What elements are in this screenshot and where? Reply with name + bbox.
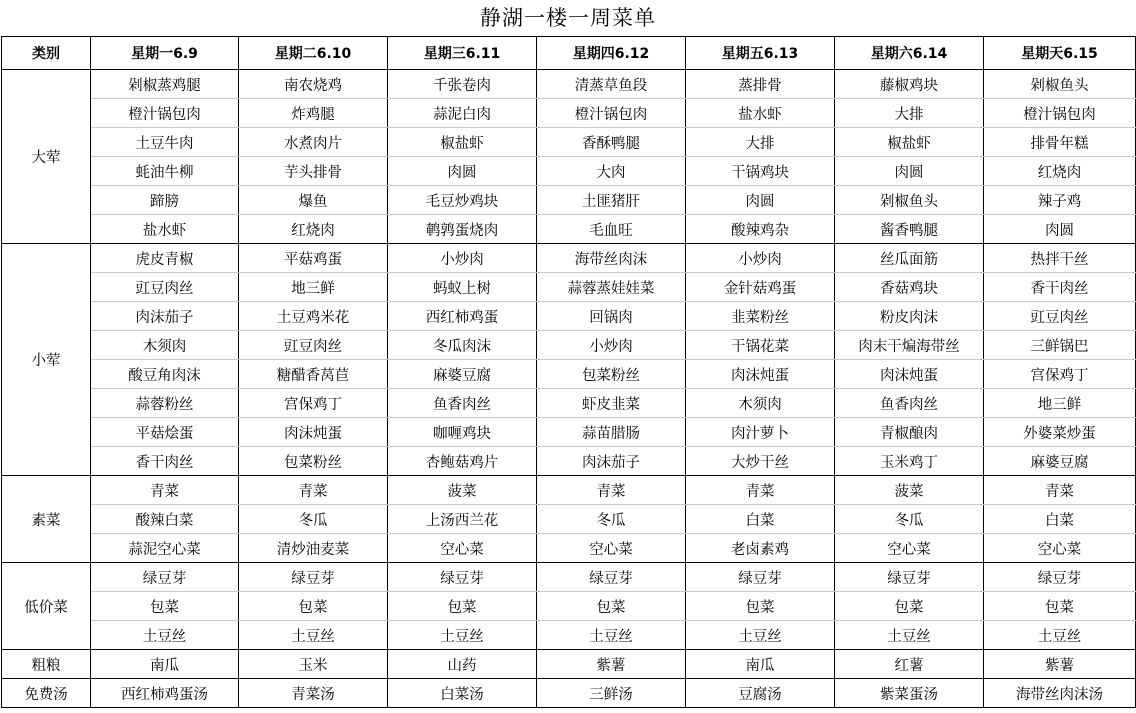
dish-cell: 三鲜锅巴 [984, 331, 1136, 360]
table-row [2, 534, 1136, 563]
dish-cell: 包菜 [537, 592, 686, 621]
dish-cell: 绿豆芽 [239, 563, 388, 592]
dish-cell: 虎皮青椒 [91, 244, 239, 273]
dish-cell: 大排 [835, 99, 984, 128]
dish-cell: 蹄膀 [91, 186, 239, 215]
category-cell: 素菜 [2, 476, 91, 563]
dish-cell: 绿豆芽 [984, 563, 1136, 592]
dish-cell: 包菜粉丝 [537, 360, 686, 389]
dish-cell: 丝瓜面筋 [835, 244, 984, 273]
dish-cell: 麻婆豆腐 [984, 447, 1136, 476]
table-header [2, 37, 1136, 70]
dish-cell: 青菜 [537, 476, 686, 505]
dish-cell: 肉末干煸海带丝 [835, 331, 984, 360]
dish-cell: 毛血旺 [537, 215, 686, 244]
dish-cell: 南瓜 [686, 650, 835, 679]
dish-cell: 宫保鸡丁 [984, 360, 1136, 389]
table-row [2, 650, 1136, 679]
table-row [2, 157, 1136, 186]
header-row [2, 37, 1136, 70]
dish-cell: 土豆丝 [835, 621, 984, 650]
dish-cell: 木须肉 [91, 331, 239, 360]
dish-cell: 大肉 [537, 157, 686, 186]
table-row [2, 99, 1136, 128]
table-body [2, 70, 1136, 708]
dish-cell: 绿豆芽 [388, 563, 537, 592]
header-day-5: 星期五6.13 [686, 37, 835, 70]
table-row [2, 592, 1136, 621]
table-row [2, 621, 1136, 650]
dish-cell: 包菜 [984, 592, 1136, 621]
dish-cell: 海带丝肉沫 [537, 244, 686, 273]
dish-cell: 冬瓜 [239, 505, 388, 534]
dish-cell: 肉沫茄子 [537, 447, 686, 476]
dish-cell: 包菜粉丝 [239, 447, 388, 476]
dish-cell: 豇豆肉丝 [984, 302, 1136, 331]
dish-cell: 冬瓜 [835, 505, 984, 534]
header-day-2: 星期二6.10 [239, 37, 388, 70]
dish-cell: 杏鲍菇鸡片 [388, 447, 537, 476]
dish-cell: 肉汁萝卜 [686, 418, 835, 447]
dish-cell: 橙汁锅包肉 [537, 99, 686, 128]
dish-cell: 地三鲜 [984, 389, 1136, 418]
dish-cell: 酸辣白菜 [91, 505, 239, 534]
dish-cell: 绿豆芽 [686, 563, 835, 592]
category-cell: 粗粮 [2, 650, 91, 679]
dish-cell: 韭菜粉丝 [686, 302, 835, 331]
dish-cell: 包菜 [91, 592, 239, 621]
dish-cell: 绿豆芽 [835, 563, 984, 592]
header-day-1: 星期一6.9 [91, 37, 239, 70]
dish-cell: 木须肉 [686, 389, 835, 418]
dish-cell: 藤椒鸡块 [835, 70, 984, 99]
category-cell: 小荤 [2, 244, 91, 476]
dish-cell: 平菇烩蛋 [91, 418, 239, 447]
header-day-7: 星期天6.15 [984, 37, 1136, 70]
dish-cell: 剁椒蒸鸡腿 [91, 70, 239, 99]
dish-cell: 千张卷肉 [388, 70, 537, 99]
dish-cell: 盐水虾 [91, 215, 239, 244]
table-row [2, 244, 1136, 273]
dish-cell: 肉沫炖蛋 [239, 418, 388, 447]
dish-cell: 冬瓜肉沫 [388, 331, 537, 360]
dish-cell: 三鲜汤 [537, 679, 686, 708]
dish-cell: 红烧肉 [239, 215, 388, 244]
dish-cell: 蒜泥白肉 [388, 99, 537, 128]
dish-cell: 上汤西兰花 [388, 505, 537, 534]
dish-cell: 西红柿鸡蛋 [388, 302, 537, 331]
dish-cell: 山药 [388, 650, 537, 679]
dish-cell: 香干肉丝 [984, 273, 1136, 302]
dish-cell: 肉圆 [686, 186, 835, 215]
dish-cell: 肉圆 [835, 157, 984, 186]
dish-cell: 包菜 [239, 592, 388, 621]
header-day-6: 星期六6.14 [835, 37, 984, 70]
table-row [2, 447, 1136, 476]
dish-cell: 青菜 [91, 476, 239, 505]
weekly-menu-table [1, 36, 1136, 708]
dish-cell: 热拌干丝 [984, 244, 1136, 273]
table-row [2, 389, 1136, 418]
dish-cell: 毛豆炒鸡块 [388, 186, 537, 215]
dish-cell: 玉米鸡丁 [835, 447, 984, 476]
dish-cell: 西红柿鸡蛋汤 [91, 679, 239, 708]
dish-cell: 空心菜 [537, 534, 686, 563]
table-row [2, 679, 1136, 708]
dish-cell: 海带丝肉沫汤 [984, 679, 1136, 708]
table-row [2, 505, 1136, 534]
table-row [2, 215, 1136, 244]
dish-cell: 爆鱼 [239, 186, 388, 215]
dish-cell: 土豆丝 [239, 621, 388, 650]
dish-cell: 麻婆豆腐 [388, 360, 537, 389]
dish-cell: 蚝油牛柳 [91, 157, 239, 186]
dish-cell: 干锅鸡块 [686, 157, 835, 186]
dish-cell: 老卤素鸡 [686, 534, 835, 563]
table-row [2, 302, 1136, 331]
dish-cell: 小炒肉 [388, 244, 537, 273]
table-row [2, 128, 1136, 157]
dish-cell: 紫薯 [984, 650, 1136, 679]
dish-cell: 青菜 [984, 476, 1136, 505]
dish-cell: 包菜 [686, 592, 835, 621]
table-row [2, 418, 1136, 447]
dish-cell: 小炒肉 [537, 331, 686, 360]
table-row [2, 70, 1136, 99]
dish-cell: 紫菜蛋汤 [835, 679, 984, 708]
dish-cell: 糖醋香莴苣 [239, 360, 388, 389]
dish-cell: 肉沫炖蛋 [686, 360, 835, 389]
dish-cell: 外婆菜炒蛋 [984, 418, 1136, 447]
dish-cell: 香干肉丝 [91, 447, 239, 476]
dish-cell: 菠菜 [835, 476, 984, 505]
dish-cell: 清蒸草鱼段 [537, 70, 686, 99]
dish-cell: 蚂蚁上树 [388, 273, 537, 302]
dish-cell: 盐水虾 [686, 99, 835, 128]
dish-cell: 宫保鸡丁 [239, 389, 388, 418]
dish-cell: 回锅肉 [537, 302, 686, 331]
dish-cell: 蒸排骨 [686, 70, 835, 99]
dish-cell: 空心菜 [388, 534, 537, 563]
dish-cell: 芋头排骨 [239, 157, 388, 186]
dish-cell: 菠菜 [388, 476, 537, 505]
dish-cell: 空心菜 [835, 534, 984, 563]
dish-cell: 干锅花菜 [686, 331, 835, 360]
dish-cell: 土豆丝 [537, 621, 686, 650]
dish-cell: 豇豆肉丝 [91, 273, 239, 302]
dish-cell: 肉圆 [388, 157, 537, 186]
dish-cell: 酸辣鸡杂 [686, 215, 835, 244]
dish-cell: 青菜 [239, 476, 388, 505]
dish-cell: 蒜蓉蒸娃娃菜 [537, 273, 686, 302]
dish-cell: 土豆丝 [388, 621, 537, 650]
dish-cell: 白菜汤 [388, 679, 537, 708]
table-row [2, 476, 1136, 505]
dish-cell: 土豆丝 [686, 621, 835, 650]
dish-cell: 红烧肉 [984, 157, 1136, 186]
dish-cell: 咖喱鸡块 [388, 418, 537, 447]
dish-cell: 土豆丝 [91, 621, 239, 650]
dish-cell: 玉米 [239, 650, 388, 679]
dish-cell: 平菇鸡蛋 [239, 244, 388, 273]
dish-cell: 南瓜 [91, 650, 239, 679]
dish-cell: 小炒肉 [686, 244, 835, 273]
dish-cell: 剁椒鱼头 [984, 70, 1136, 99]
dish-cell: 冬瓜 [537, 505, 686, 534]
dish-cell: 蒜苗腊肠 [537, 418, 686, 447]
dish-cell: 土豆鸡米花 [239, 302, 388, 331]
dish-cell: 豆腐汤 [686, 679, 835, 708]
dish-cell: 地三鲜 [239, 273, 388, 302]
dish-cell: 青菜 [686, 476, 835, 505]
dish-cell: 肉沫炖蛋 [835, 360, 984, 389]
dish-cell: 土豆牛肉 [91, 128, 239, 157]
dish-cell: 青椒酿肉 [835, 418, 984, 447]
dish-cell: 香酥鸭腿 [537, 128, 686, 157]
table-row [2, 331, 1136, 360]
dish-cell: 虾皮韭菜 [537, 389, 686, 418]
header-day-4: 星期四6.12 [537, 37, 686, 70]
dish-cell: 土豆丝 [984, 621, 1136, 650]
dish-cell: 豇豆肉丝 [239, 331, 388, 360]
dish-cell: 紫薯 [537, 650, 686, 679]
dish-cell: 鱼香肉丝 [388, 389, 537, 418]
dish-cell: 白菜 [686, 505, 835, 534]
dish-cell: 绿豆芽 [91, 563, 239, 592]
dish-cell: 包菜 [835, 592, 984, 621]
table-row [2, 186, 1136, 215]
dish-cell: 土匪猪肝 [537, 186, 686, 215]
dish-cell: 绿豆芽 [537, 563, 686, 592]
dish-cell: 蒜泥空心菜 [91, 534, 239, 563]
dish-cell: 蒜蓉粉丝 [91, 389, 239, 418]
dish-cell: 空心菜 [984, 534, 1136, 563]
dish-cell: 包菜 [388, 592, 537, 621]
header-category: 类别 [2, 37, 91, 70]
dish-cell: 红薯 [835, 650, 984, 679]
dish-cell: 青菜汤 [239, 679, 388, 708]
dish-cell: 鱼香肉丝 [835, 389, 984, 418]
dish-cell: 清炒油麦菜 [239, 534, 388, 563]
dish-cell: 南农烧鸡 [239, 70, 388, 99]
dish-cell: 排骨年糕 [984, 128, 1136, 157]
dish-cell: 辣子鸡 [984, 186, 1136, 215]
table-row [2, 360, 1136, 389]
dish-cell: 大排 [686, 128, 835, 157]
dish-cell: 橙汁锅包肉 [984, 99, 1136, 128]
header-day-3: 星期三6.11 [388, 37, 537, 70]
dish-cell: 粉皮肉沫 [835, 302, 984, 331]
category-cell: 免费汤 [2, 679, 91, 708]
dish-cell: 剁椒鱼头 [835, 186, 984, 215]
dish-cell: 椒盐虾 [388, 128, 537, 157]
dish-cell: 酸豆角肉沫 [91, 360, 239, 389]
table-row [2, 563, 1136, 592]
dish-cell: 大炒干丝 [686, 447, 835, 476]
dish-cell: 香菇鸡块 [835, 273, 984, 302]
dish-cell: 肉沫茄子 [91, 302, 239, 331]
dish-cell: 金针菇鸡蛋 [686, 273, 835, 302]
table-row [2, 273, 1136, 302]
dish-cell: 酱香鸭腿 [835, 215, 984, 244]
dish-cell: 橙汁锅包肉 [91, 99, 239, 128]
dish-cell: 鹌鹑蛋烧肉 [388, 215, 537, 244]
dish-cell: 水煮肉片 [239, 128, 388, 157]
category-cell: 大荤 [2, 70, 91, 244]
page-title: 静湖一楼一周菜单 [480, 6, 656, 30]
dish-cell: 白菜 [984, 505, 1136, 534]
dish-cell: 炸鸡腿 [239, 99, 388, 128]
dish-cell: 椒盐虾 [835, 128, 984, 157]
dish-cell: 肉圆 [984, 215, 1136, 244]
category-cell: 低价菜 [2, 563, 91, 650]
